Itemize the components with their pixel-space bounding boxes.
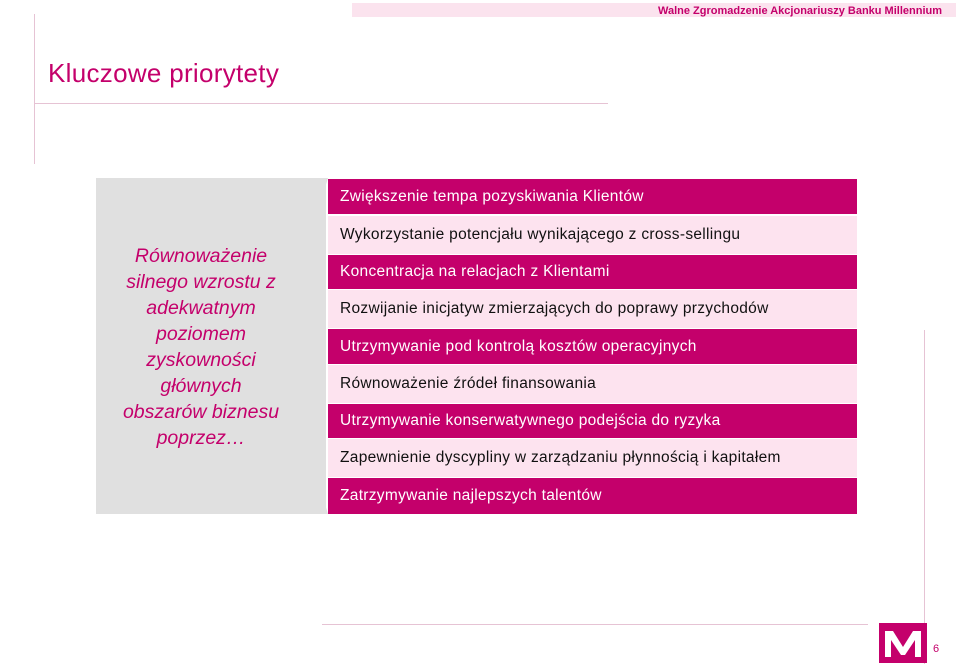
priority-detail-row xyxy=(328,365,857,403)
divider-vertical-left xyxy=(34,14,35,164)
header-title: Walne Zgromadzenie Akcjonariuszy Banku Millennium xyxy=(657,5,942,17)
left-line: obszarów biznesu xyxy=(122,401,280,423)
priority-row xyxy=(328,329,857,364)
left-line: adekwatnym xyxy=(146,297,256,319)
divider-horizontal-bottom xyxy=(322,624,868,625)
priority-text: Zwiększenie tempa pozyskiwania Klientów xyxy=(340,187,644,205)
left-line: poziomem xyxy=(156,323,246,345)
priority-row xyxy=(328,255,857,289)
page-title: Kluczowe priorytety xyxy=(48,58,280,88)
priority-text: Zatrzymywanie najlepszych talentów xyxy=(340,487,602,504)
priority-text: Koncentracja na relacjach z Klientami xyxy=(340,263,610,280)
left-line: poprzez… xyxy=(156,427,246,449)
priority-row xyxy=(328,404,857,438)
priority-detail-text: Wykorzystanie potencjału wynikającego z cross-sellingu xyxy=(340,226,741,243)
priority-detail-text: Równoważenie źródeł finansowania xyxy=(340,375,597,392)
priority-detail-row xyxy=(328,216,857,254)
priority-row xyxy=(328,179,857,214)
left-line: głównych xyxy=(160,375,242,397)
divider-horizontal-top xyxy=(34,103,608,104)
left-panel-text xyxy=(96,243,306,451)
priority-detail-row xyxy=(328,290,857,328)
page-number: 6 xyxy=(933,643,940,655)
millennium-logo-icon xyxy=(879,623,927,663)
left-line: zyskowności xyxy=(146,349,256,371)
priority-text: Utrzymywanie konserwatywnego podejścia do ryzyka xyxy=(340,412,721,429)
left-line: Równoważenie xyxy=(134,245,268,267)
header-bar xyxy=(352,3,956,17)
priority-detail-text: Rozwijanie inicjatyw zmierzających do poprawy przychodów xyxy=(340,300,769,317)
priority-detail-text: Zapewnienie dyscypliny w zarządzaniu płynnością i kapitałem xyxy=(340,449,781,466)
priority-text: Utrzymywanie pod kontrolą kosztów operacyjnych xyxy=(340,337,697,355)
priority-row xyxy=(328,478,857,514)
priority-detail-row xyxy=(328,439,857,477)
left-line: silnego wzrostu z xyxy=(126,271,276,293)
divider-vertical-right xyxy=(924,330,925,664)
